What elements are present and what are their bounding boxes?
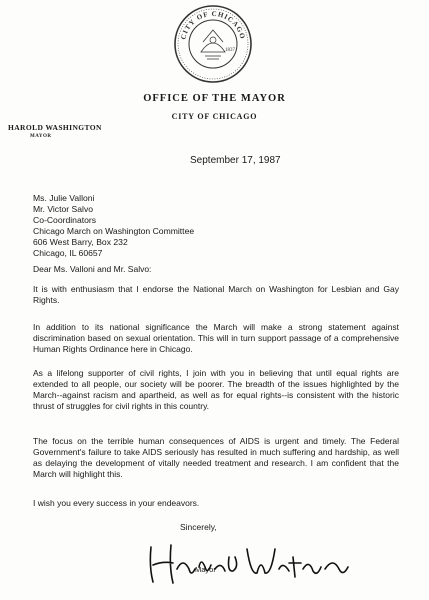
letterhead-city: CITY OF CHICAGO (171, 112, 258, 121)
paragraph-1: It is with enthusiasm that I endorse the National March on Washington for Lesbian and Gay Rights. (33, 284, 399, 305)
recipient-address (33, 193, 194, 259)
recipient-line: Chicago March on Washington Committee (33, 226, 195, 236)
closing: Sincerely, (180, 522, 217, 532)
letter-date: September 17, 1987 (190, 155, 281, 166)
city-seal-icon (173, 4, 253, 84)
handwritten-signature (143, 527, 353, 587)
seal-year: 1837 (225, 48, 235, 53)
recipient-line: Ms. Julie Valloni (33, 193, 95, 203)
letterhead-mayor-title: MAYOR (30, 134, 52, 139)
signature-title: Mayor (195, 565, 216, 574)
paragraph-5: I wish you every success in your endeavors. (33, 498, 200, 508)
salutation: Dear Ms. Valloni and Mr. Salvo: (33, 264, 152, 274)
seal-text: CITY OF CHICAGO (179, 9, 247, 41)
paragraph-2: In addition to its national significance the March will make a strong statement against discrimination based on sexual orientation. This will in turn support passage of a comprehensive Human Rights Ordinance here in Chicago. (33, 322, 399, 354)
paragraph-4: The focus on the terrible human consequences of AIDS is urgent and timely. The Federal Government's failure to take AIDS seriously has resulted in much suffering and hardship, as well as delaying the development of vitally needed treatment and research. I am confident that the March will highlight this. (33, 436, 399, 479)
paragraph-3: As a lifelong supporter of civil rights, I join with you in believing that until equal rights are extended to all people, our society will be poorer. The breadth of the issues highlighted by the March--against racism and apartheid, as well as for equal rights--is consistent with the historic thrust of struggles for civil rights in this country. (33, 368, 399, 411)
letterhead-mayor-name: HAROLD WASHINGTON (8, 123, 102, 132)
recipient-line: Mr. Victor Salvo (33, 204, 94, 214)
recipient-line: Co-Coordinators (33, 215, 97, 225)
recipient-line: Chicago, IL 60657 (33, 248, 103, 258)
recipient-line: 606 West Barry, Box 232 (33, 237, 128, 247)
letterhead-office: OFFICE OF THE MAYOR (143, 93, 286, 104)
